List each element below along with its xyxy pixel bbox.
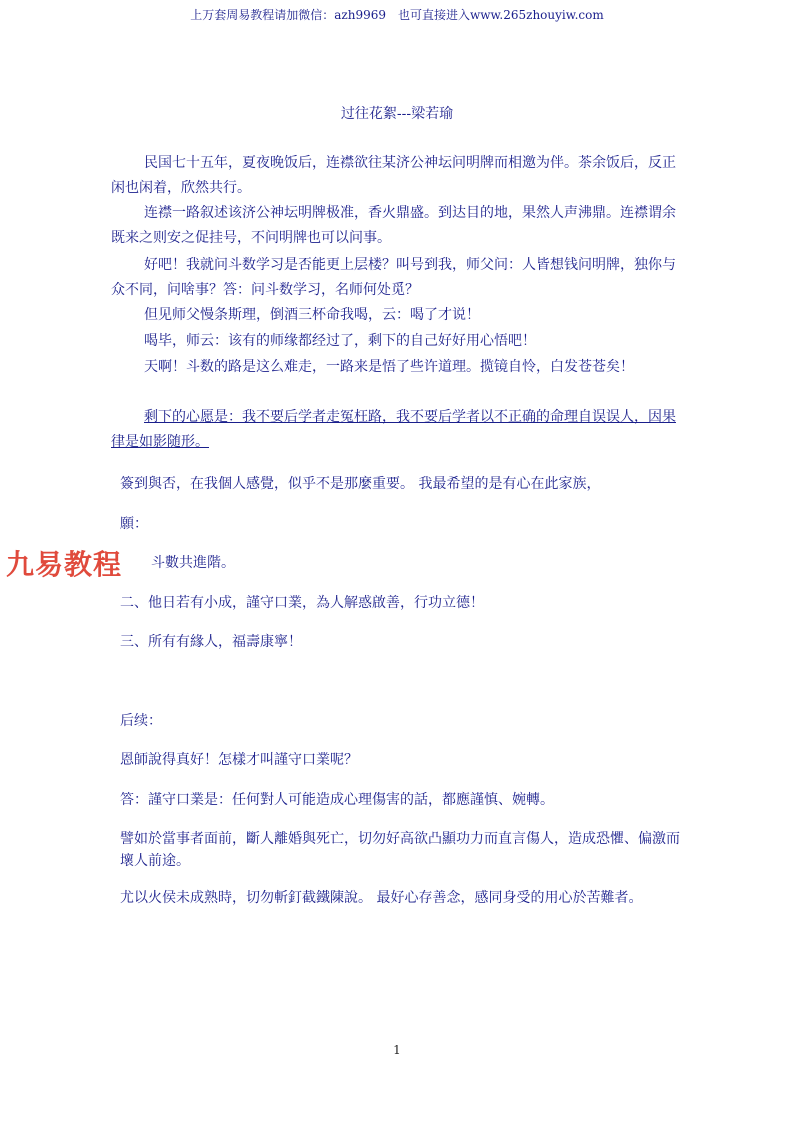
text-line-10: 尤以火侯未成熟時，切勿斬釘截鐵陳說。 最好心存善念，感同身受的用心於苦難者。 (120, 890, 643, 906)
text-line-8: 答：謹守口業是：任何對人可能造成心理傷害的話，都應謹慎、婉轉。 (120, 792, 554, 808)
paragraph-1: 民国七十五年，夏夜晚饭后，连襟欲往某济公神坛问明牌而相邀为伴。茶余饭后，反正闲也闲着，欣然共行。 (111, 155, 676, 196)
text-line-9: 譬如於當事者面前，斷人離婚與死亡，切勿好高欲凸顯功力而直言傷人，造成恐懼、偏激而壞人前途。 (120, 831, 680, 869)
text-line-7: 恩師說得真好！怎樣才叫謹守口業呢？ (120, 752, 358, 768)
text-line-4: 二、他日若有小成，謹守口業，為人解惑啟善，行功立德！ (120, 595, 484, 611)
text-line-5: 三、所有有緣人，福壽康寧！ (120, 634, 302, 650)
paragraph-5: 喝毕，师云：该有的师缘都经过了，剩下的自己好好用心悟吧！ (144, 333, 536, 349)
paragraph-3: 好吧！我就问斗数学习是否能更上层楼？叫号到我，师父问：人皆想钱问明牌，独你与众不同，问啥事？答：问斗数学习，名师何处觅？ (111, 257, 676, 298)
text-line-3: 斗數共進階。 (151, 555, 235, 571)
page-header: 上万套周易教程请加微信：azh9969 也可直接进入www.265zhouyiw.com (190, 8, 604, 22)
watermark-logo: 九易教程 (6, 548, 123, 581)
page-number: 1 (393, 1043, 401, 1057)
text-line-6: 后续： (120, 713, 162, 729)
document-title: 过往花絮---梁若瑜 (340, 106, 454, 122)
text-line-2: 願： (120, 516, 148, 532)
text-line-1: 簽到與否，在我個人感覺，似乎不是那麼重要。 我最希望的是有心在此家族， (120, 476, 601, 492)
paragraph-7-underlined: 剩下的心愿是：我不要后学者走冤枉路，我不要后学者以不正确的命理自误误人，因果律是如影随形。 (111, 409, 676, 450)
paragraph-2: 连襟一路叙述该济公神坛明牌极准，香火鼎盛。到达目的地，果然人声沸鼎。连襟谓余既来之则安之促挂号，不问明牌也可以问事。 (111, 205, 676, 246)
paragraph-4: 但见师父慢条斯理，倒酒三杯命我喝，云：喝了才说！ (144, 307, 480, 323)
paragraph-6: 天啊！斗数的路是这么难走，一路来是悟了些许道理。揽镜自怜，白发苍苍矣！ (144, 359, 634, 375)
